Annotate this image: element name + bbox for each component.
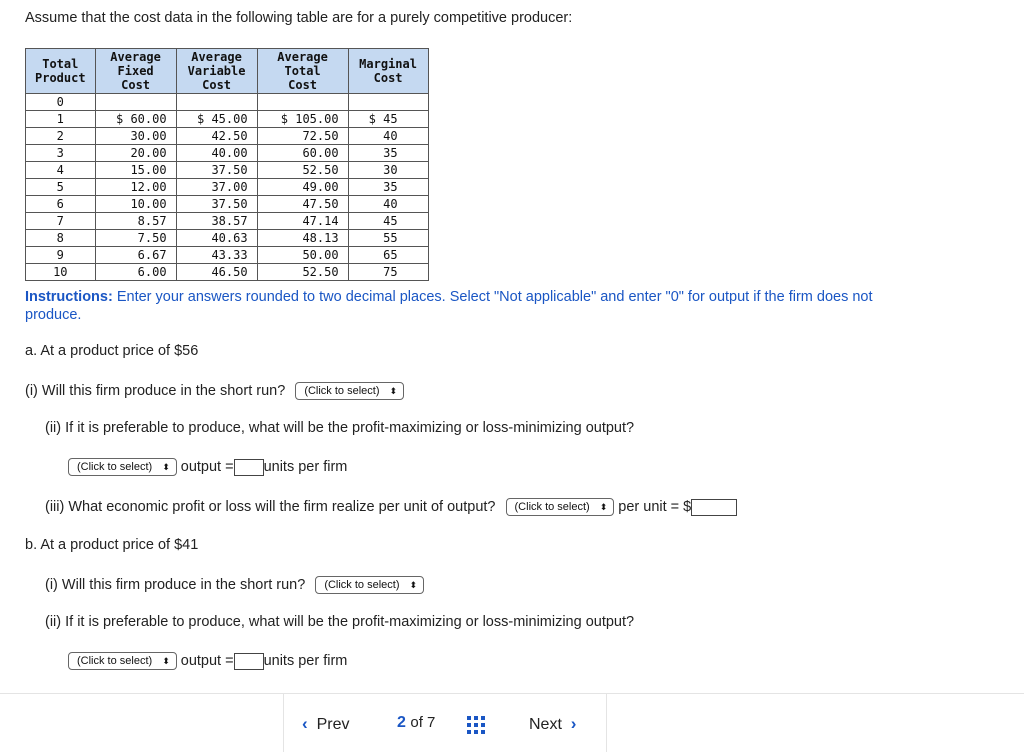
table-cell: 45 [348, 213, 428, 230]
part-b-heading: b. At a product price of $41 [25, 537, 199, 553]
part-b-question-2: (ii) If it is preferable to produce, what will be the profit-maximizing or loss-minimizing output? [45, 614, 635, 630]
part-a-question-3: (iii) What economic profit or loss will the firm realize per unit of output? (Click to select) ⬍ per unit = $ [45, 498, 737, 516]
select-arrows-icon: ⬍ [599, 502, 608, 512]
table-cell: 15.00 [95, 162, 176, 179]
table-row [26, 128, 429, 145]
table-cell: 49.00 [257, 179, 348, 196]
instructions: Instructions: Enter your answers rounded to two decimal places. Select "Not applicable" and enter "0" for output if the firm does not produce. [25, 289, 873, 323]
table-cell: 37.00 [176, 179, 257, 196]
table-cell: 10.00 [95, 196, 176, 213]
table-cell: 40.00 [176, 145, 257, 162]
table-row [26, 264, 429, 281]
table-cell: 60.00 [257, 145, 348, 162]
table-cell: 2 [26, 128, 96, 145]
part-a-question-2: (ii) If it is preferable to produce, what will be the profit-maximizing or loss-minimizing output? [45, 420, 635, 436]
table-cell: 1 [26, 111, 96, 128]
table-cell: 7.50 [95, 230, 176, 247]
header-average-variable-cost: Average Variable Cost [176, 49, 257, 94]
table-cell: 8.57 [95, 213, 176, 230]
part-a-output-select[interactable]: (Click to select) ⬍ [68, 458, 177, 476]
header-average-fixed-cost: Average Fixed Cost [95, 49, 176, 94]
table-cell: 4 [26, 162, 96, 179]
table-cell: 40.63 [176, 230, 257, 247]
table-cell: 50.00 [257, 247, 348, 264]
intro-text: Assume that the cost data in the following table are for a purely competitive producer: [25, 10, 573, 26]
table-cell: 35 [348, 179, 428, 196]
part-a-per-unit-input[interactable] [691, 499, 737, 516]
table-cell: 6 [26, 196, 96, 213]
part-a-question-1: (i) Will this firm produce in the short run? (Click to select) ⬍ [25, 382, 404, 400]
select-arrows-icon: ⬍ [162, 656, 170, 666]
part-a-profit-select[interactable]: (Click to select) ⬍ [506, 498, 615, 516]
footer-bar [0, 693, 1024, 753]
part-a-output-input[interactable] [234, 459, 264, 476]
table-row [26, 94, 429, 111]
table-cell: 52.50 [257, 264, 348, 281]
table-cell: 12.00 [95, 179, 176, 196]
header-total-product: Total Product [26, 49, 96, 94]
header-average-total-cost: Average Total Cost [257, 49, 348, 94]
page-indicator[interactable]: 2 of 7 [397, 714, 436, 731]
table-cell: 30 [348, 162, 428, 179]
table-cell: $ 105.00 [257, 111, 348, 128]
table-cell: $ 45.00 [176, 111, 257, 128]
table-header-row [26, 49, 429, 94]
part-a-produce-select[interactable]: (Click to select) ⬍ [295, 382, 404, 400]
select-arrows-icon: ⬍ [389, 386, 398, 396]
table-cell: 43.33 [176, 247, 257, 264]
table-cell: 42.50 [176, 128, 257, 145]
table-cell: 55 [348, 230, 428, 247]
table-cell: 48.13 [257, 230, 348, 247]
table-row [26, 213, 429, 230]
part-b-output-select[interactable]: (Click to select) ⬍ [68, 652, 177, 670]
table-row [26, 230, 429, 247]
table-cell: 72.50 [257, 128, 348, 145]
select-arrows-icon: ⬍ [409, 580, 418, 590]
table-cell: 9 [26, 247, 96, 264]
header-marginal-cost: Marginal Cost [348, 49, 428, 94]
part-b-question-1: (i) Will this firm produce in the short run? (Click to select) ⬍ [45, 576, 424, 594]
part-a-heading: a. At a product price of $56 [25, 343, 199, 359]
table-cell: 40 [348, 196, 428, 213]
table-cell: 30.00 [95, 128, 176, 145]
table-cell: 52.50 [257, 162, 348, 179]
table-cell: 75 [348, 264, 428, 281]
next-button[interactable]: Next › [529, 714, 577, 733]
table-row [26, 247, 429, 264]
table-cell: 6.00 [95, 264, 176, 281]
table-cell: 47.50 [257, 196, 348, 213]
table-cell: 47.14 [257, 213, 348, 230]
table-cell [95, 94, 176, 111]
table-cell: 65 [348, 247, 428, 264]
table-cell [348, 94, 428, 111]
table-cell: $ 45 [348, 111, 428, 128]
table-cell [257, 94, 348, 111]
table-cell: 0 [26, 94, 96, 111]
part-b-output-row: (Click to select) ⬍ output = units per firm [68, 652, 347, 670]
grid-icon[interactable] [467, 716, 485, 734]
table-cell: 38.57 [176, 213, 257, 230]
table-row [26, 162, 429, 179]
table-cell: 7 [26, 213, 96, 230]
table-row [26, 145, 429, 162]
table-cell: 8 [26, 230, 96, 247]
table-row [26, 179, 429, 196]
part-a-output-row: (Click to select) ⬍ output = units per firm [68, 458, 347, 476]
table-cell: 37.50 [176, 196, 257, 213]
table-cell: 20.00 [95, 145, 176, 162]
pager [283, 694, 607, 752]
table-row [26, 111, 429, 128]
select-arrows-icon: ⬍ [162, 462, 170, 472]
part-b-produce-select[interactable]: (Click to select) ⬍ [315, 576, 424, 594]
table-cell: 5 [26, 179, 96, 196]
cost-table [25, 48, 429, 281]
prev-button[interactable]: ‹ Prev [302, 714, 350, 733]
table-cell: 37.50 [176, 162, 257, 179]
table-cell: 40 [348, 128, 428, 145]
table-cell: $ 60.00 [95, 111, 176, 128]
table-cell: 10 [26, 264, 96, 281]
table-cell: 3 [26, 145, 96, 162]
table-cell: 35 [348, 145, 428, 162]
chevron-left-icon: ‹ [302, 714, 308, 733]
table-cell: 46.50 [176, 264, 257, 281]
table-row [26, 196, 429, 213]
table-cell [176, 94, 257, 111]
chevron-right-icon: › [570, 714, 577, 733]
table-cell: 6.67 [95, 247, 176, 264]
part-b-output-input[interactable] [234, 653, 264, 670]
